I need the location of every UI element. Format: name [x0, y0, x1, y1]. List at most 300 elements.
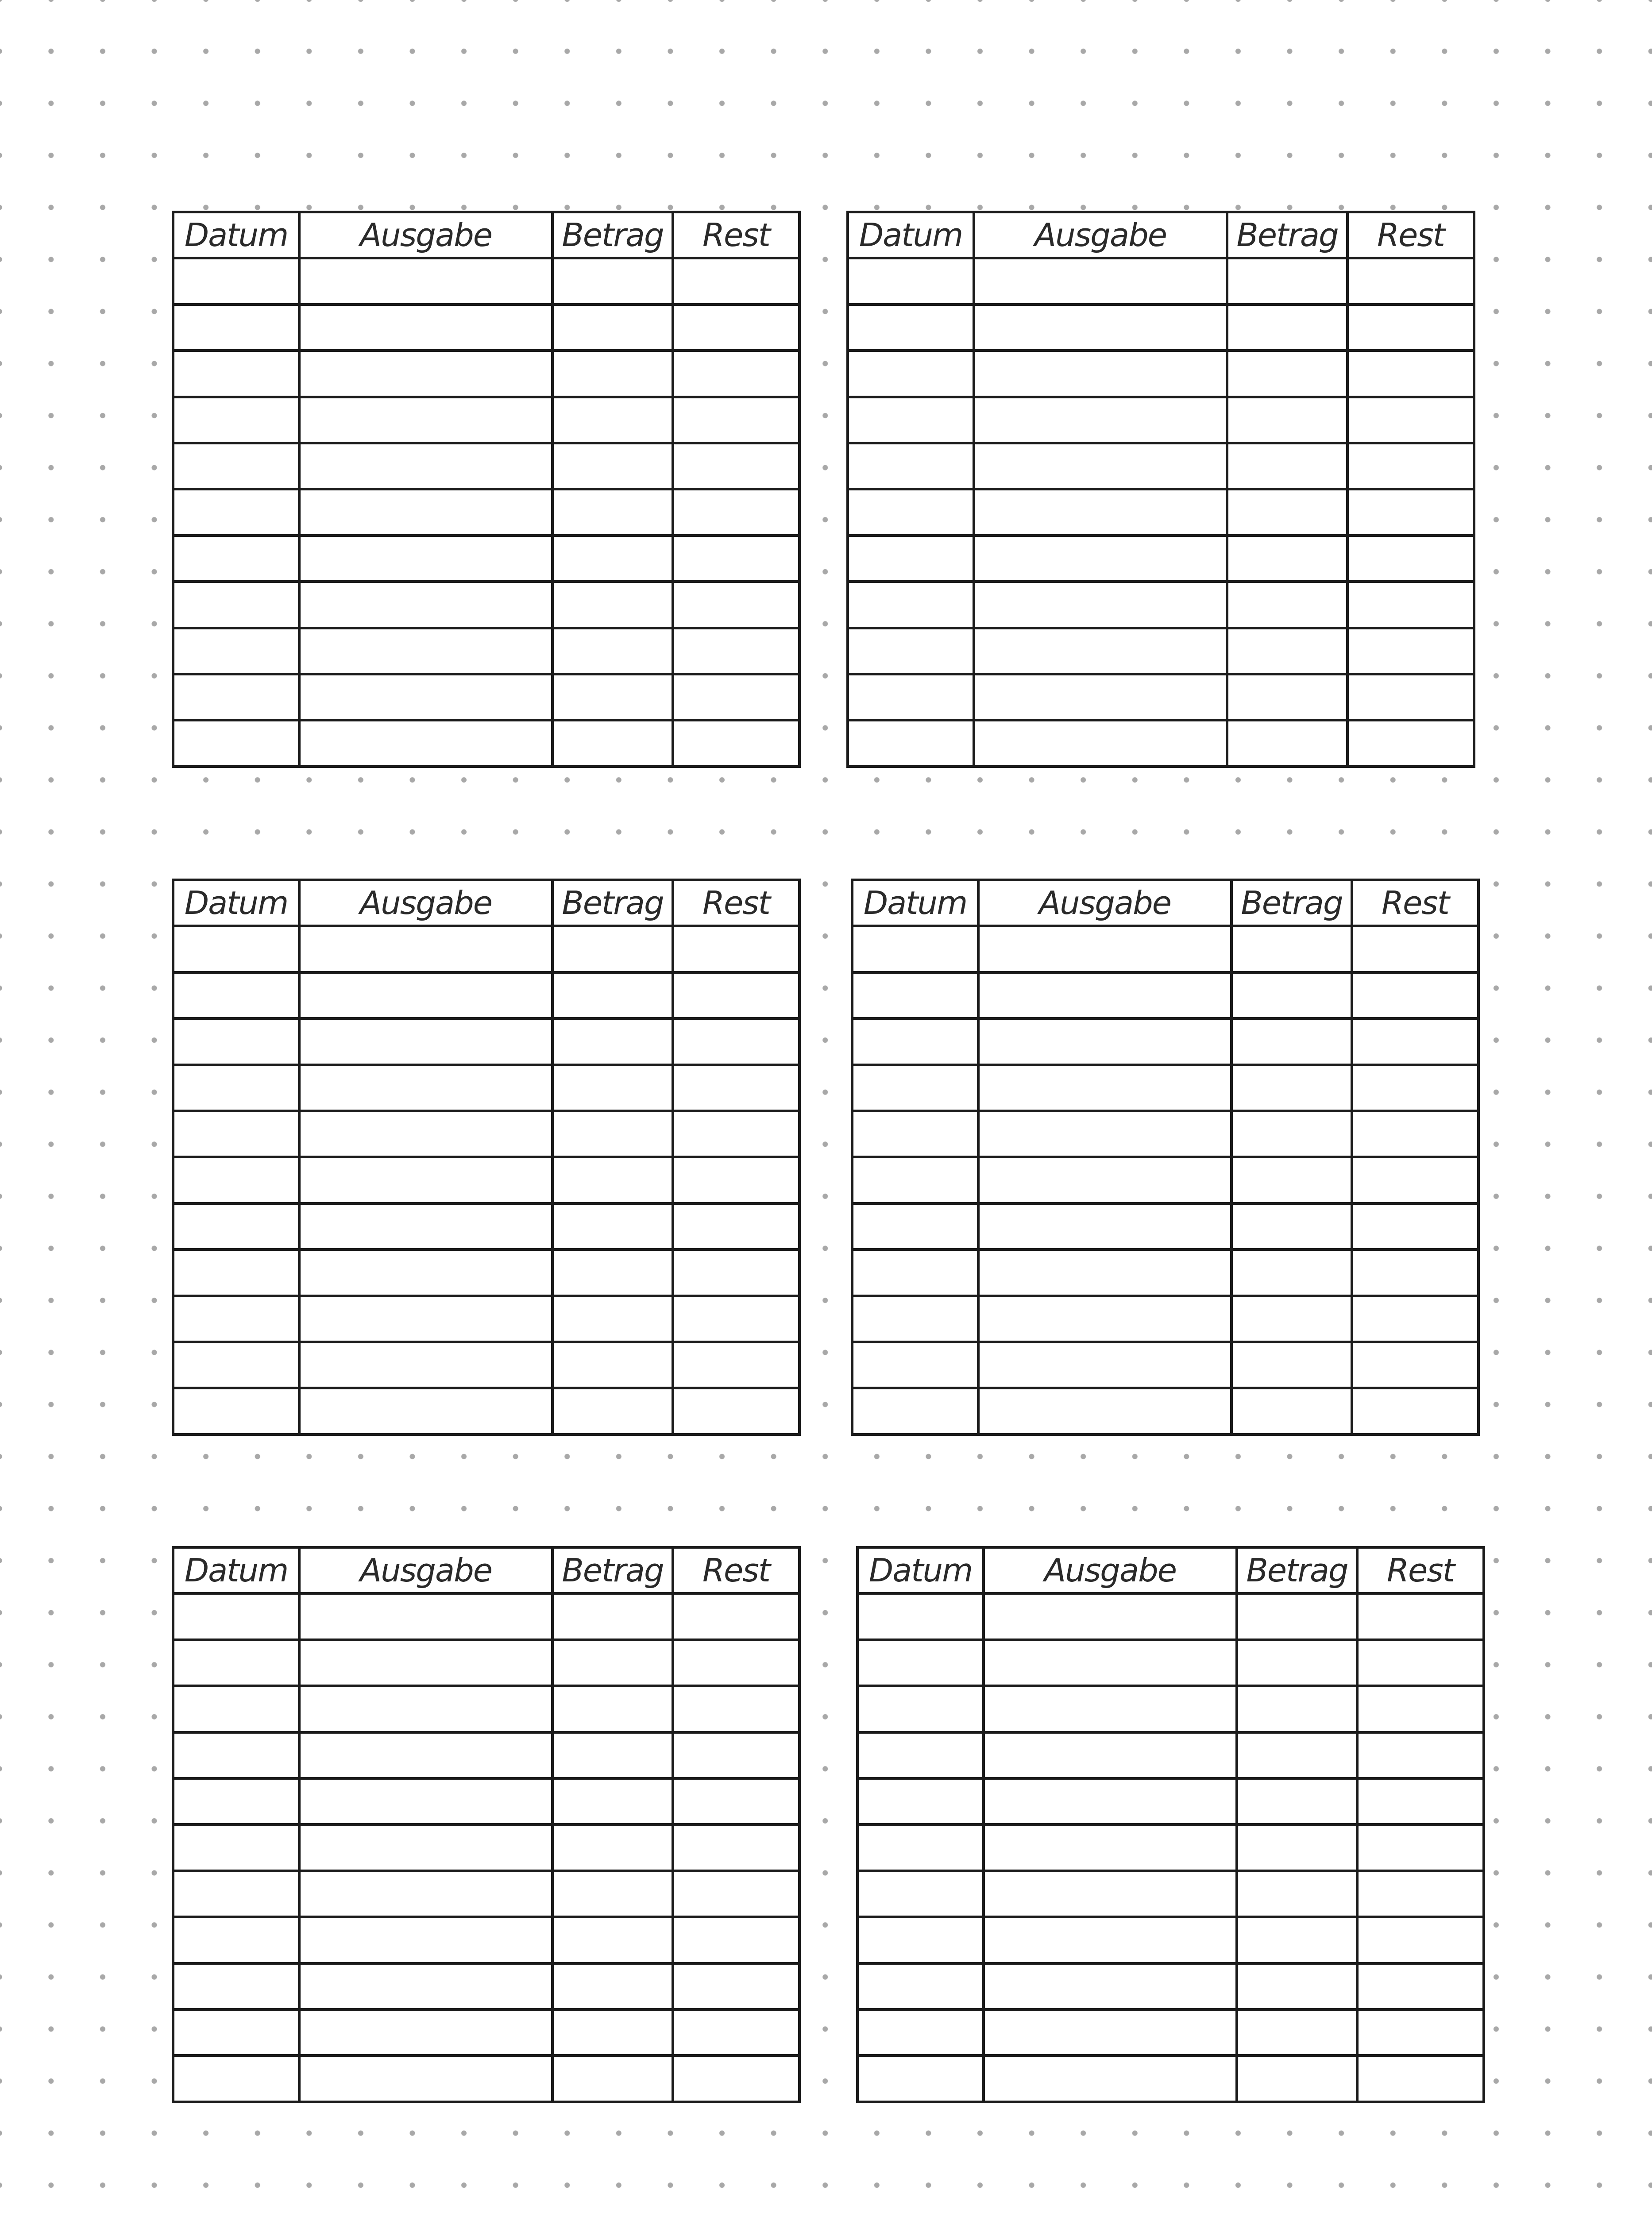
entry-cell-betrag: [1231, 1249, 1352, 1295]
entry-cell-datum: [852, 1388, 978, 1434]
table-row: [857, 1732, 1484, 1778]
entry-cell-betrag: [552, 1871, 673, 1917]
column-header-rest: Rest: [673, 880, 799, 926]
entry-cell-betrag: [1231, 1157, 1352, 1203]
entry-cell-betrag: [1237, 2009, 1357, 2055]
entry-cell-ausgabe: [974, 489, 1227, 535]
entry-cell-rest: [673, 1686, 799, 1732]
entry-cell-ausgabe: [299, 1963, 552, 2009]
entry-cell-rest: [1357, 1732, 1484, 1778]
column-header-ausgabe: Ausgabe: [299, 1547, 552, 1593]
entry-cell-betrag: [552, 305, 673, 351]
entry-cell-ausgabe: [299, 1111, 552, 1157]
entry-cell-ausgabe: [984, 2009, 1237, 2055]
entry-cell-betrag: [552, 1686, 673, 1732]
entry-cell-betrag: [552, 1824, 673, 1870]
entry-cell-rest: [1352, 1388, 1478, 1434]
entry-cell-betrag: [1237, 1686, 1357, 1732]
entry-cell-ausgabe: [299, 1686, 552, 1732]
entry-cell-datum: [852, 1018, 978, 1064]
entry-cell-rest: [673, 305, 799, 351]
entry-cell-betrag: [1237, 1963, 1357, 2009]
entry-cell-rest: [673, 489, 799, 535]
table-row: [857, 1778, 1484, 1824]
entry-cell-ausgabe: [299, 1342, 552, 1388]
table-row: [173, 305, 799, 351]
column-header-rest: Rest: [1347, 212, 1474, 258]
table-row: [173, 1065, 799, 1111]
entry-cell-betrag: [1227, 351, 1347, 397]
table-row: [848, 489, 1474, 535]
entry-cell-rest: [673, 582, 799, 628]
entry-cell-datum: [857, 1686, 984, 1732]
entry-cell-betrag: [552, 351, 673, 397]
entry-cell-rest: [673, 2009, 799, 2055]
entry-cell-rest: [1357, 2009, 1484, 2055]
entry-cell-betrag: [1227, 582, 1347, 628]
entry-cell-betrag: [552, 926, 673, 972]
entry-cell-ausgabe: [974, 720, 1227, 766]
table-row: [848, 720, 1474, 766]
entry-cell-rest: [673, 2055, 799, 2101]
expense-table: [846, 211, 1475, 768]
table-row: [857, 1593, 1484, 1639]
entry-cell-datum: [173, 674, 299, 720]
entry-cell-rest: [1347, 305, 1474, 351]
entry-cell-betrag: [1227, 720, 1347, 766]
entry-cell-rest: [1357, 2055, 1484, 2101]
entry-cell-betrag: [552, 1342, 673, 1388]
entry-cell-datum: [857, 1917, 984, 1963]
entry-cell-rest: [1347, 674, 1474, 720]
entry-cell-betrag: [552, 443, 673, 489]
table-header-row: [173, 212, 799, 258]
entry-cell-betrag: [552, 1593, 673, 1639]
table-row: [848, 582, 1474, 628]
column-header-datum: Datum: [173, 880, 299, 926]
table-row: [852, 926, 1478, 972]
expense-table: [172, 1546, 801, 2103]
entry-cell-betrag: [1231, 1388, 1352, 1434]
table-row: [173, 1249, 799, 1295]
entry-cell-betrag: [552, 720, 673, 766]
entry-cell-datum: [852, 1157, 978, 1203]
entry-cell-rest: [1352, 1249, 1478, 1295]
entry-cell-datum: [857, 2009, 984, 2055]
table-row: [857, 1640, 1484, 1686]
entry-cell-rest: [1347, 351, 1474, 397]
entry-cell-ausgabe: [974, 305, 1227, 351]
table-row: [173, 972, 799, 1018]
entry-cell-betrag: [552, 489, 673, 535]
table-row: [852, 1203, 1478, 1249]
entry-cell-rest: [673, 1342, 799, 1388]
entry-cell-datum: [848, 258, 974, 304]
table-row: [173, 258, 799, 304]
entry-cell-betrag: [1237, 1640, 1357, 1686]
entry-cell-datum: [173, 1111, 299, 1157]
column-header-rest: Rest: [673, 1547, 799, 1593]
entry-cell-ausgabe: [978, 1296, 1231, 1342]
entry-cell-datum: [173, 1018, 299, 1064]
entry-cell-ausgabe: [984, 1871, 1237, 1917]
entry-cell-rest: [673, 1018, 799, 1064]
table-row: [852, 1342, 1478, 1388]
entry-cell-ausgabe: [978, 972, 1231, 1018]
table-row: [852, 1388, 1478, 1434]
entry-cell-datum: [173, 1296, 299, 1342]
entry-cell-datum: [173, 1732, 299, 1778]
table-row: [173, 1963, 799, 2009]
entry-cell-rest: [673, 1388, 799, 1434]
entry-cell-betrag: [552, 1249, 673, 1295]
entry-cell-rest: [1352, 926, 1478, 972]
entry-cell-ausgabe: [984, 1778, 1237, 1824]
column-header-ausgabe: Ausgabe: [299, 212, 552, 258]
entry-cell-ausgabe: [974, 628, 1227, 674]
table-row: [173, 1732, 799, 1778]
entry-cell-rest: [1352, 972, 1478, 1018]
entry-cell-datum: [173, 1778, 299, 1824]
entry-cell-datum: [173, 1203, 299, 1249]
entry-cell-betrag: [552, 1111, 673, 1157]
entry-cell-ausgabe: [984, 1686, 1237, 1732]
entry-cell-rest: [1347, 489, 1474, 535]
entry-cell-rest: [673, 1203, 799, 1249]
entry-cell-ausgabe: [974, 674, 1227, 720]
table-row: [857, 2009, 1484, 2055]
entry-cell-betrag: [552, 1157, 673, 1203]
table-row: [173, 1593, 799, 1639]
table-row: [173, 1111, 799, 1157]
entry-cell-betrag: [552, 972, 673, 1018]
entry-cell-datum: [852, 972, 978, 1018]
column-header-rest: Rest: [1357, 1547, 1484, 1593]
entry-cell-betrag: [552, 2055, 673, 2101]
entry-cell-betrag: [1231, 1018, 1352, 1064]
entry-cell-rest: [673, 1824, 799, 1870]
entry-cell-rest: [673, 1157, 799, 1203]
table-row: [173, 674, 799, 720]
entry-cell-rest: [1357, 1593, 1484, 1639]
entry-cell-ausgabe: [974, 258, 1227, 304]
entry-cell-rest: [673, 536, 799, 582]
expense-table: [172, 211, 801, 768]
entry-cell-rest: [1352, 1111, 1478, 1157]
table-row: [173, 720, 799, 766]
entry-cell-rest: [1347, 628, 1474, 674]
entry-cell-datum: [173, 2009, 299, 2055]
entry-cell-ausgabe: [299, 926, 552, 972]
entry-cell-datum: [173, 972, 299, 1018]
table-row: [173, 1778, 799, 1824]
entry-cell-datum: [848, 305, 974, 351]
entry-cell-rest: [673, 1111, 799, 1157]
column-header-betrag: Betrag: [552, 212, 673, 258]
column-header-rest: Rest: [673, 212, 799, 258]
entry-cell-ausgabe: [299, 397, 552, 443]
table-row: [173, 536, 799, 582]
entry-cell-ausgabe: [984, 1963, 1237, 2009]
entry-cell-betrag: [1237, 2055, 1357, 2101]
table-row: [173, 489, 799, 535]
entry-cell-rest: [673, 628, 799, 674]
entry-cell-ausgabe: [299, 258, 552, 304]
entry-cell-betrag: [552, 1732, 673, 1778]
table-row: [852, 1018, 1478, 1064]
table-row: [852, 1296, 1478, 1342]
column-header-ausgabe: Ausgabe: [974, 212, 1227, 258]
entry-cell-betrag: [1237, 1732, 1357, 1778]
table-row: [848, 258, 1474, 304]
entry-cell-datum: [857, 1640, 984, 1686]
entry-cell-rest: [1347, 720, 1474, 766]
entry-cell-datum: [173, 443, 299, 489]
entry-cell-betrag: [1227, 536, 1347, 582]
column-header-datum: Datum: [848, 212, 974, 258]
entry-cell-ausgabe: [299, 1249, 552, 1295]
entry-cell-betrag: [1231, 1296, 1352, 1342]
table-row: [852, 1249, 1478, 1295]
entry-cell-datum: [848, 351, 974, 397]
entry-cell-ausgabe: [299, 1732, 552, 1778]
entry-cell-betrag: [552, 1778, 673, 1824]
entry-cell-datum: [173, 1593, 299, 1639]
entry-cell-betrag: [1227, 628, 1347, 674]
table-header-row: [173, 880, 799, 926]
entry-cell-ausgabe: [299, 1640, 552, 1686]
entry-cell-betrag: [1237, 1778, 1357, 1824]
entry-cell-datum: [173, 351, 299, 397]
entry-cell-ausgabe: [299, 305, 552, 351]
table-header-row: [857, 1547, 1484, 1593]
entry-cell-datum: [173, 1157, 299, 1203]
table-row: [848, 628, 1474, 674]
entry-cell-betrag: [552, 397, 673, 443]
entry-cell-rest: [1352, 1018, 1478, 1064]
entry-cell-betrag: [552, 258, 673, 304]
table-row: [173, 1342, 799, 1388]
entry-cell-ausgabe: [978, 1111, 1231, 1157]
table-row: [857, 1917, 1484, 1963]
table-row: [848, 397, 1474, 443]
entry-cell-betrag: [1237, 1593, 1357, 1639]
expense-table: [856, 1546, 1485, 2103]
column-header-rest: Rest: [1352, 880, 1478, 926]
entry-cell-ausgabe: [299, 1917, 552, 1963]
entry-cell-datum: [173, 926, 299, 972]
entry-cell-ausgabe: [299, 972, 552, 1018]
entry-cell-rest: [673, 1593, 799, 1639]
entry-cell-ausgabe: [984, 1732, 1237, 1778]
entry-cell-ausgabe: [299, 2009, 552, 2055]
column-header-datum: Datum: [857, 1547, 984, 1593]
entry-cell-betrag: [1227, 443, 1347, 489]
entry-cell-ausgabe: [299, 443, 552, 489]
table-row: [857, 1871, 1484, 1917]
entry-cell-betrag: [552, 1640, 673, 1686]
table-row: [857, 2055, 1484, 2101]
entry-cell-betrag: [1231, 1065, 1352, 1111]
entry-cell-ausgabe: [299, 489, 552, 535]
entry-cell-datum: [173, 1963, 299, 2009]
entry-cell-ausgabe: [984, 1917, 1237, 1963]
column-header-ausgabe: Ausgabe: [984, 1547, 1237, 1593]
table-row: [857, 1824, 1484, 1870]
entry-cell-rest: [1357, 1640, 1484, 1686]
entry-cell-betrag: [552, 582, 673, 628]
table-row: [173, 582, 799, 628]
entry-cell-betrag: [552, 1388, 673, 1434]
entry-cell-betrag: [552, 628, 673, 674]
entry-cell-betrag: [1231, 1342, 1352, 1388]
entry-cell-ausgabe: [299, 1593, 552, 1639]
entry-cell-rest: [673, 926, 799, 972]
entry-cell-datum: [173, 397, 299, 443]
entry-cell-ausgabe: [984, 1824, 1237, 1870]
entry-cell-datum: [857, 1593, 984, 1639]
entry-cell-ausgabe: [978, 1388, 1231, 1434]
entry-cell-ausgabe: [299, 1778, 552, 1824]
table-row: [173, 1157, 799, 1203]
table-row: [173, 2055, 799, 2101]
entry-cell-datum: [852, 1296, 978, 1342]
table-row: [173, 1296, 799, 1342]
entry-cell-rest: [1347, 582, 1474, 628]
expense-table: [172, 879, 801, 1436]
table-row: [852, 1111, 1478, 1157]
entry-cell-betrag: [552, 1296, 673, 1342]
entry-cell-rest: [1357, 1917, 1484, 1963]
entry-cell-betrag: [1231, 1111, 1352, 1157]
entry-cell-datum: [173, 2055, 299, 2101]
table-row: [173, 1203, 799, 1249]
entry-cell-datum: [848, 443, 974, 489]
entry-cell-rest: [673, 720, 799, 766]
entry-cell-ausgabe: [978, 1203, 1231, 1249]
entry-cell-rest: [1357, 1778, 1484, 1824]
entry-cell-rest: [673, 674, 799, 720]
column-header-datum: Datum: [852, 880, 978, 926]
entry-cell-datum: [173, 1065, 299, 1111]
entry-cell-ausgabe: [299, 1065, 552, 1111]
entry-cell-rest: [1357, 1963, 1484, 2009]
entry-cell-ausgabe: [299, 536, 552, 582]
entry-cell-rest: [673, 972, 799, 1018]
table-row: [857, 1686, 1484, 1732]
entry-cell-betrag: [1227, 258, 1347, 304]
column-header-betrag: Betrag: [552, 1547, 673, 1593]
column-header-datum: Datum: [173, 1547, 299, 1593]
entry-cell-rest: [1347, 258, 1474, 304]
table-row: [173, 1018, 799, 1064]
entry-cell-ausgabe: [299, 1296, 552, 1342]
entry-cell-betrag: [552, 1917, 673, 1963]
entry-cell-datum: [857, 1824, 984, 1870]
entry-cell-ausgabe: [299, 1157, 552, 1203]
entry-cell-betrag: [1231, 972, 1352, 1018]
entry-cell-rest: [1352, 1065, 1478, 1111]
table-row: [852, 1065, 1478, 1111]
entry-cell-datum: [173, 1388, 299, 1434]
table-row: [173, 1917, 799, 1963]
table-row: [173, 397, 799, 443]
entry-cell-ausgabe: [978, 1065, 1231, 1111]
table-row: [173, 1686, 799, 1732]
entry-cell-rest: [673, 443, 799, 489]
table-row: [173, 1640, 799, 1686]
entry-cell-datum: [857, 1732, 984, 1778]
entry-cell-ausgabe: [984, 1593, 1237, 1639]
entry-cell-datum: [852, 1249, 978, 1295]
table-row: [848, 674, 1474, 720]
entry-cell-ausgabe: [984, 2055, 1237, 2101]
entry-cell-datum: [857, 2055, 984, 2101]
table-row: [857, 1963, 1484, 2009]
entry-cell-rest: [1352, 1157, 1478, 1203]
entry-cell-rest: [673, 1871, 799, 1917]
entry-cell-datum: [173, 1640, 299, 1686]
entry-cell-ausgabe: [984, 1640, 1237, 1686]
entry-cell-ausgabe: [299, 1388, 552, 1434]
entry-cell-datum: [848, 582, 974, 628]
entry-cell-datum: [857, 1778, 984, 1824]
entry-cell-rest: [1352, 1203, 1478, 1249]
entry-cell-datum: [848, 720, 974, 766]
entry-cell-betrag: [552, 674, 673, 720]
entry-cell-datum: [173, 1342, 299, 1388]
entry-cell-rest: [1357, 1686, 1484, 1732]
table-row: [173, 1824, 799, 1870]
entry-cell-ausgabe: [299, 674, 552, 720]
entry-cell-rest: [673, 1249, 799, 1295]
entry-cell-datum: [857, 1963, 984, 2009]
entry-cell-ausgabe: [974, 536, 1227, 582]
entry-cell-rest: [1347, 443, 1474, 489]
entry-cell-ausgabe: [299, 1871, 552, 1917]
entry-cell-ausgabe: [299, 1203, 552, 1249]
entry-cell-ausgabe: [978, 1157, 1231, 1203]
table-row: [173, 1388, 799, 1434]
column-header-datum: Datum: [173, 212, 299, 258]
entry-cell-datum: [173, 582, 299, 628]
entry-cell-rest: [673, 1963, 799, 2009]
entry-cell-ausgabe: [299, 582, 552, 628]
entry-cell-betrag: [552, 1018, 673, 1064]
entry-cell-betrag: [1227, 305, 1347, 351]
entry-cell-rest: [1352, 1342, 1478, 1388]
table-row: [173, 2009, 799, 2055]
entry-cell-ausgabe: [978, 926, 1231, 972]
entry-cell-rest: [1347, 536, 1474, 582]
entry-cell-rest: [673, 1732, 799, 1778]
column-header-ausgabe: Ausgabe: [978, 880, 1231, 926]
table-row: [173, 628, 799, 674]
entry-cell-betrag: [552, 1203, 673, 1249]
entry-cell-betrag: [552, 1065, 673, 1111]
table-header-row: [852, 880, 1478, 926]
entry-cell-datum: [852, 1203, 978, 1249]
entry-cell-datum: [848, 628, 974, 674]
entry-cell-betrag: [1227, 674, 1347, 720]
entry-cell-datum: [173, 258, 299, 304]
entry-cell-datum: [173, 305, 299, 351]
entry-cell-rest: [673, 397, 799, 443]
entry-cell-betrag: [552, 536, 673, 582]
table-row: [848, 305, 1474, 351]
entry-cell-ausgabe: [974, 443, 1227, 489]
entry-cell-datum: [848, 674, 974, 720]
